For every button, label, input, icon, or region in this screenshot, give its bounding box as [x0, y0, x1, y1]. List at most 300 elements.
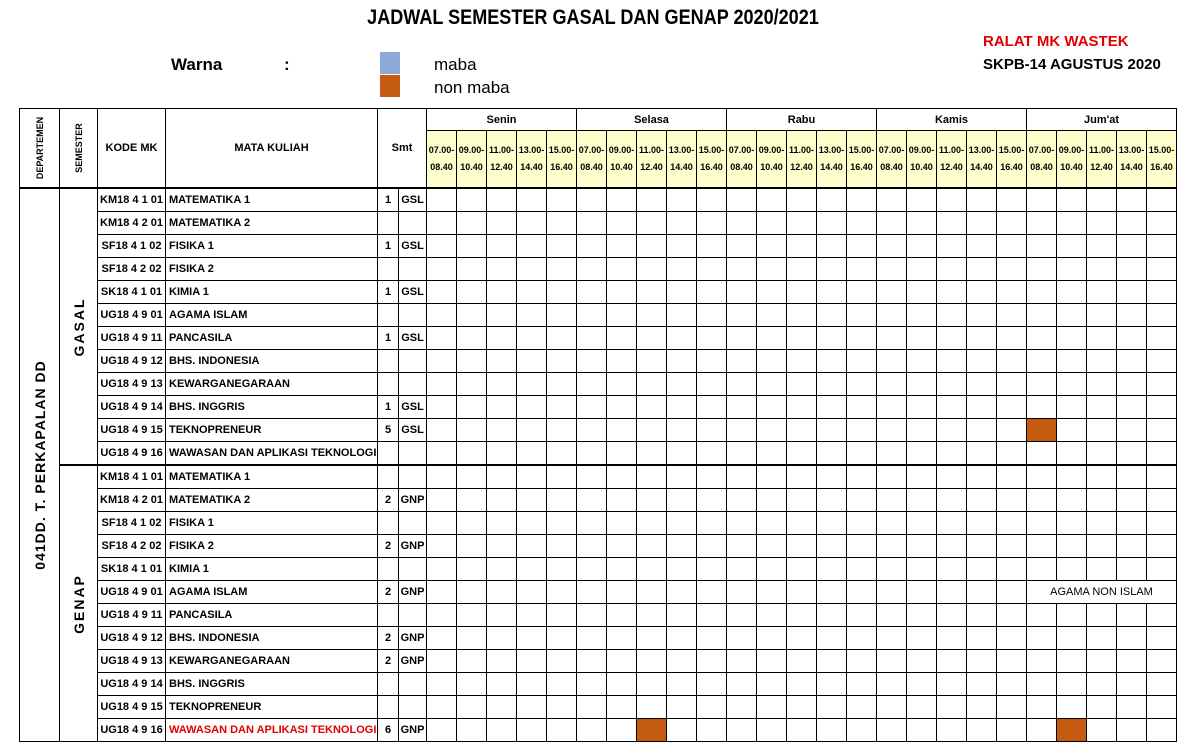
schedule-slot — [757, 258, 787, 281]
mata-kuliah-cell: MATEMATIKA 2 — [166, 489, 378, 512]
schedule-slot — [997, 719, 1027, 742]
schedule-slot — [937, 281, 967, 304]
schedule-slot — [1117, 558, 1147, 581]
schedule-slot — [427, 258, 457, 281]
schedule-slot — [937, 535, 967, 558]
schedule-slot — [487, 327, 517, 350]
schedule-slot — [967, 719, 997, 742]
schedule-slot — [1147, 212, 1177, 235]
schedule-slot — [937, 627, 967, 650]
schedule-slot — [1087, 212, 1117, 235]
schedule-note: AGAMA NON ISLAM — [1027, 581, 1177, 604]
schedule-slot — [1147, 627, 1177, 650]
schedule-slot — [1027, 696, 1057, 719]
schedule-slot — [877, 281, 907, 304]
header-time-slot: 13.00- 14.40 — [817, 131, 847, 189]
schedule-slot — [997, 581, 1027, 604]
schedule-slot — [1087, 512, 1117, 535]
schedule-slot — [667, 627, 697, 650]
kode-mk-cell: SF18 4 2 02 — [98, 258, 166, 281]
schedule-slot — [697, 396, 727, 419]
schedule-slot — [697, 696, 727, 719]
schedule-slot — [637, 465, 667, 489]
schedule-slot — [907, 489, 937, 512]
smt-number-cell — [378, 212, 399, 235]
schedule-slot — [1087, 627, 1117, 650]
schedule-slot — [667, 512, 697, 535]
smt-number-cell — [378, 604, 399, 627]
table-row — [20, 489, 1177, 512]
schedule-slot — [607, 419, 637, 442]
schedule-slot — [757, 465, 787, 489]
schedule-slot — [1027, 373, 1057, 396]
semester-cell — [60, 188, 98, 465]
schedule-slot — [547, 512, 577, 535]
schedule-slot — [577, 673, 607, 696]
schedule-slot — [1147, 350, 1177, 373]
schedule-slot — [1087, 188, 1117, 212]
schedule-slot — [637, 489, 667, 512]
schedule-slot — [757, 650, 787, 673]
schedule-slot — [847, 304, 877, 327]
schedule-slot — [1117, 373, 1147, 396]
schedule-slot — [517, 627, 547, 650]
schedule-slot — [1087, 281, 1117, 304]
schedule-slot — [937, 373, 967, 396]
schedule-slot — [577, 465, 607, 489]
schedule-slot — [487, 350, 517, 373]
smt-type-cell — [399, 258, 427, 281]
schedule-slot — [1027, 258, 1057, 281]
schedule-slot — [1057, 465, 1087, 489]
schedule-slot — [637, 327, 667, 350]
schedule-slot — [697, 442, 727, 466]
schedule-slot — [847, 419, 877, 442]
schedule-slot — [907, 235, 937, 258]
schedule-slot — [487, 719, 517, 742]
schedule-slot — [847, 396, 877, 419]
schedule-slot — [547, 442, 577, 466]
schedule-slot — [787, 535, 817, 558]
schedule-slot — [847, 258, 877, 281]
header-time-slot: 13.00- 14.40 — [1117, 131, 1147, 189]
schedule-slot — [1147, 235, 1177, 258]
schedule-slot — [697, 673, 727, 696]
table-row — [20, 465, 1177, 489]
schedule-slot — [997, 673, 1027, 696]
schedule-slot — [727, 350, 757, 373]
schedule-slot — [1117, 350, 1147, 373]
schedule-slot — [877, 212, 907, 235]
schedule-slot — [847, 442, 877, 466]
schedule-slot — [997, 465, 1027, 489]
schedule-slot — [757, 235, 787, 258]
table-row — [20, 696, 1177, 719]
schedule-slot — [1027, 442, 1057, 466]
schedule-slot — [1117, 396, 1147, 419]
schedule-slot — [877, 558, 907, 581]
schedule-slot — [817, 188, 847, 212]
schedule-slot — [547, 581, 577, 604]
schedule-slot — [1117, 212, 1147, 235]
schedule-slot — [787, 419, 817, 442]
schedule-slot — [937, 188, 967, 212]
schedule-slot — [997, 627, 1027, 650]
smt-type-cell — [399, 604, 427, 627]
table-row — [20, 281, 1177, 304]
kode-mk-cell: UG18 4 9 13 — [98, 373, 166, 396]
table-row — [20, 558, 1177, 581]
schedule-slot — [757, 373, 787, 396]
schedule-slot — [697, 373, 727, 396]
schedule-slot — [847, 188, 877, 212]
schedule-slot — [487, 373, 517, 396]
schedule-slot — [1087, 696, 1117, 719]
schedule-slot — [457, 465, 487, 489]
schedule-slot — [877, 442, 907, 466]
schedule-slot-filled — [1057, 719, 1087, 742]
schedule-slot — [817, 258, 847, 281]
schedule-slot — [457, 304, 487, 327]
schedule-slot — [607, 212, 637, 235]
kode-mk-cell: UG18 4 9 15 — [98, 419, 166, 442]
schedule-slot — [457, 350, 487, 373]
schedule-slot — [1147, 558, 1177, 581]
schedule-slot — [817, 212, 847, 235]
schedule-slot — [487, 396, 517, 419]
schedule-slot — [727, 696, 757, 719]
schedule-slot — [907, 465, 937, 489]
schedule-slot — [1087, 442, 1117, 466]
table-row — [20, 258, 1177, 281]
schedule-slot — [607, 327, 637, 350]
schedule-slot — [697, 350, 727, 373]
schedule-slot — [727, 489, 757, 512]
smt-type-cell: GSL — [399, 188, 427, 212]
mata-kuliah-cell: KEWARGANEGARAAN — [166, 373, 378, 396]
schedule-slot — [667, 373, 697, 396]
schedule-slot — [847, 604, 877, 627]
schedule-slot — [847, 489, 877, 512]
schedule-slot — [787, 673, 817, 696]
kode-mk-cell: SF18 4 1 02 — [98, 512, 166, 535]
mata-kuliah-cell: AGAMA ISLAM — [166, 304, 378, 327]
schedule-slot — [1147, 719, 1177, 742]
schedule-slot — [577, 188, 607, 212]
schedule-slot — [967, 373, 997, 396]
smt-number-cell: 1 — [378, 327, 399, 350]
schedule-slot — [1057, 327, 1087, 350]
schedule-slot — [787, 235, 817, 258]
schedule-slot — [427, 373, 457, 396]
schedule-slot — [427, 212, 457, 235]
schedule-slot — [457, 327, 487, 350]
schedule-slot — [1027, 719, 1057, 742]
schedule-slot — [547, 373, 577, 396]
mata-kuliah-cell: KIMIA 1 — [166, 558, 378, 581]
schedule-slot — [637, 673, 667, 696]
schedule-slot — [427, 304, 457, 327]
schedule-slot — [727, 465, 757, 489]
schedule-slot — [1057, 212, 1087, 235]
schedule-slot — [727, 604, 757, 627]
schedule-slot — [427, 719, 457, 742]
schedule-slot — [877, 235, 907, 258]
schedule-slot — [1087, 673, 1117, 696]
schedule-slot — [487, 673, 517, 696]
smt-type-cell: GSL — [399, 419, 427, 442]
schedule-slot — [667, 327, 697, 350]
schedule-slot — [637, 419, 667, 442]
schedule-slot — [697, 327, 727, 350]
schedule-slot — [847, 558, 877, 581]
schedule-slot — [1057, 558, 1087, 581]
schedule-slot — [937, 396, 967, 419]
schedule-slot — [487, 281, 517, 304]
table-row — [20, 673, 1177, 696]
schedule-slot — [607, 373, 637, 396]
smt-type-cell — [399, 558, 427, 581]
schedule-slot — [847, 650, 877, 673]
kode-mk-cell: SF18 4 2 02 — [98, 535, 166, 558]
schedule-slot — [967, 627, 997, 650]
smt-number-cell — [378, 696, 399, 719]
schedule-slot — [637, 304, 667, 327]
kode-mk-cell: UG18 4 9 01 — [98, 304, 166, 327]
schedule-slot — [637, 235, 667, 258]
schedule-slot — [907, 304, 937, 327]
smt-number-cell: 6 — [378, 719, 399, 742]
schedule-slot — [457, 489, 487, 512]
schedule-slot — [547, 281, 577, 304]
schedule-slot — [877, 258, 907, 281]
schedule-slot — [997, 696, 1027, 719]
schedule-slot — [547, 235, 577, 258]
smt-number-cell: 1 — [378, 281, 399, 304]
mata-kuliah-cell: MATEMATIKA 2 — [166, 212, 378, 235]
schedule-slot — [727, 581, 757, 604]
schedule-slot — [937, 327, 967, 350]
schedule-slot — [1087, 489, 1117, 512]
schedule-slot — [787, 304, 817, 327]
schedule-slot — [1147, 696, 1177, 719]
header-day: Selasa — [577, 109, 727, 131]
schedule-slot — [697, 304, 727, 327]
schedule-slot — [1057, 304, 1087, 327]
schedule-slot — [817, 535, 847, 558]
schedule-slot — [577, 696, 607, 719]
schedule-slot — [757, 327, 787, 350]
schedule-slot — [997, 212, 1027, 235]
schedule-slot — [577, 650, 607, 673]
schedule-slot — [517, 489, 547, 512]
schedule-slot — [667, 696, 697, 719]
header-departemen — [20, 109, 60, 189]
mata-kuliah-cell: BHS. INGGRIS — [166, 396, 378, 419]
schedule-slot — [1147, 396, 1177, 419]
schedule-slot — [937, 465, 967, 489]
schedule-slot — [877, 327, 907, 350]
schedule-slot — [1057, 396, 1087, 419]
schedule-slot — [877, 489, 907, 512]
header-time-slot: 11.00- 12.40 — [1087, 131, 1117, 189]
schedule-slot — [967, 489, 997, 512]
schedule-slot — [937, 212, 967, 235]
schedule-slot — [967, 188, 997, 212]
header-time-slot: 07.00- 08.40 — [727, 131, 757, 189]
schedule-slot — [787, 188, 817, 212]
schedule-slot — [607, 304, 637, 327]
schedule-slot — [547, 304, 577, 327]
schedule-slot — [607, 512, 637, 535]
legend-swatch-non-maba — [380, 75, 400, 97]
schedule-slot — [847, 350, 877, 373]
schedule-slot — [427, 465, 457, 489]
schedule-slot — [1117, 281, 1147, 304]
schedule-slot — [847, 696, 877, 719]
smt-type-cell: GSL — [399, 327, 427, 350]
header-day: Jum'at — [1027, 109, 1177, 131]
schedule-slot — [907, 719, 937, 742]
kode-mk-cell: UG18 4 9 16 — [98, 719, 166, 742]
schedule-slot — [907, 258, 937, 281]
schedule-slot — [607, 535, 637, 558]
schedule-slot — [907, 650, 937, 673]
schedule-slot — [727, 212, 757, 235]
smt-number-cell: 1 — [378, 188, 399, 212]
schedule-slot — [1087, 258, 1117, 281]
header-semester-label: SEMESTER — [73, 123, 84, 173]
table-row — [20, 535, 1177, 558]
mata-kuliah-cell: FISIKA 2 — [166, 535, 378, 558]
schedule-slot — [517, 558, 547, 581]
schedule-slot — [577, 258, 607, 281]
schedule-slot — [457, 212, 487, 235]
schedule-slot — [1087, 535, 1117, 558]
schedule-slot — [607, 442, 637, 466]
schedule-slot — [1087, 304, 1117, 327]
schedule-slot — [757, 673, 787, 696]
schedule-slot-filled — [637, 719, 667, 742]
header-smt: Smt — [378, 109, 427, 189]
schedule-slot — [607, 489, 637, 512]
schedule-slot — [667, 558, 697, 581]
schedule-slot — [757, 581, 787, 604]
schedule-slot — [787, 442, 817, 466]
schedule-slot — [727, 535, 757, 558]
schedule-slot — [547, 604, 577, 627]
schedule-slot — [1057, 489, 1087, 512]
schedule-slot — [607, 650, 637, 673]
schedule-slot — [517, 188, 547, 212]
schedule-slot — [937, 350, 967, 373]
schedule-slot — [1117, 489, 1147, 512]
header-time-slot: 13.00- 14.40 — [967, 131, 997, 189]
schedule-slot — [847, 212, 877, 235]
header-semester — [60, 109, 98, 189]
schedule-slot — [1147, 304, 1177, 327]
mata-kuliah-cell: BHS. INDONESIA — [166, 627, 378, 650]
header-time-slot: 13.00- 14.40 — [667, 131, 697, 189]
smt-number-cell — [378, 373, 399, 396]
schedule-slot — [967, 650, 997, 673]
schedule-slot — [847, 327, 877, 350]
schedule-slot — [817, 373, 847, 396]
schedule-slot — [517, 258, 547, 281]
schedule-slot — [697, 235, 727, 258]
schedule-slot — [547, 650, 577, 673]
schedule-slot — [427, 327, 457, 350]
schedule-slot — [877, 419, 907, 442]
schedule-slot — [457, 650, 487, 673]
schedule-slot — [427, 396, 457, 419]
schedule-slot — [997, 489, 1027, 512]
schedule-slot — [517, 396, 547, 419]
table-row — [20, 350, 1177, 373]
schedule-slot — [997, 604, 1027, 627]
schedule-slot — [667, 304, 697, 327]
schedule-slot — [487, 442, 517, 466]
smt-type-cell: GNP — [399, 627, 427, 650]
schedule-slot — [1057, 281, 1087, 304]
schedule-slot — [757, 281, 787, 304]
header-time-slot: 09.00- 10.40 — [607, 131, 637, 189]
schedule-table — [19, 108, 1177, 742]
schedule-slot — [577, 604, 607, 627]
schedule-slot — [487, 304, 517, 327]
semester-cell — [60, 465, 98, 742]
schedule-slot — [667, 535, 697, 558]
schedule-slot — [577, 212, 607, 235]
schedule-slot — [877, 535, 907, 558]
schedule-slot — [667, 442, 697, 466]
schedule-slot — [1147, 489, 1177, 512]
schedule-slot — [667, 719, 697, 742]
schedule-slot — [787, 558, 817, 581]
header-time-slot: 15.00- 16.40 — [697, 131, 727, 189]
schedule-slot — [637, 696, 667, 719]
schedule-slot — [727, 419, 757, 442]
schedule-slot — [907, 281, 937, 304]
schedule-slot — [1027, 396, 1057, 419]
header-kode-mk: KODE MK — [98, 109, 166, 189]
schedule-slot — [427, 512, 457, 535]
table-row — [20, 512, 1177, 535]
schedule-slot — [1117, 650, 1147, 673]
legend-label: Warna — [171, 55, 223, 74]
schedule-slot — [877, 581, 907, 604]
smt-number-cell — [378, 465, 399, 489]
table-row — [20, 396, 1177, 419]
schedule-slot — [487, 489, 517, 512]
schedule-slot — [577, 627, 607, 650]
schedule-slot — [787, 281, 817, 304]
schedule-slot — [967, 212, 997, 235]
schedule-slot — [787, 512, 817, 535]
schedule-slot — [967, 696, 997, 719]
schedule-slot — [727, 673, 757, 696]
schedule-slot — [937, 419, 967, 442]
schedule-slot — [1117, 465, 1147, 489]
schedule-slot — [427, 442, 457, 466]
schedule-slot — [1117, 719, 1147, 742]
schedule-slot — [547, 419, 577, 442]
schedule-slot — [697, 627, 727, 650]
header-time-slot: 07.00- 08.40 — [577, 131, 607, 189]
schedule-slot — [727, 304, 757, 327]
header-departemen-label: DEPARTEMEN — [34, 116, 45, 180]
schedule-slot — [697, 419, 727, 442]
